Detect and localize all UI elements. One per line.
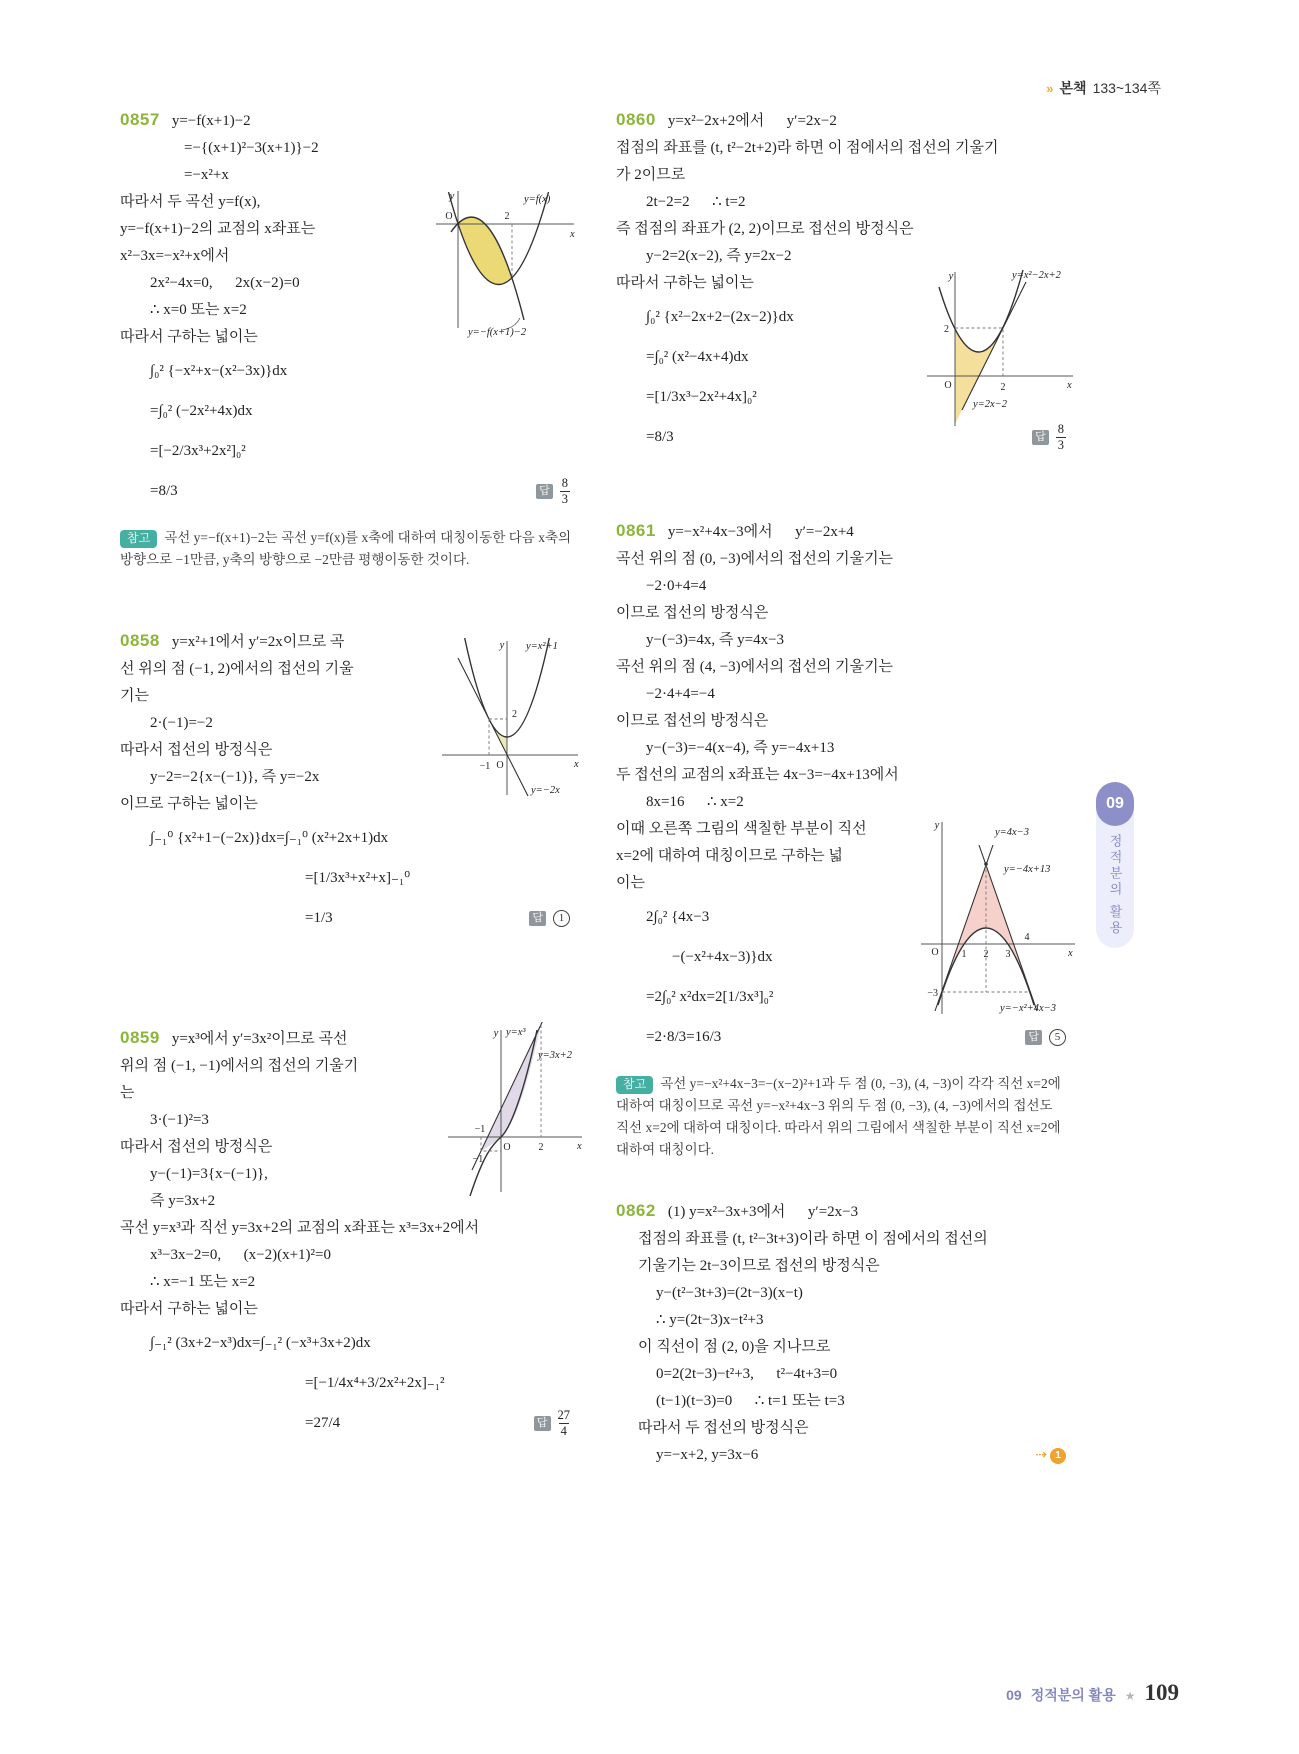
tick-2: 2 bbox=[538, 1142, 544, 1153]
y-axis-label: y bbox=[948, 271, 954, 282]
footer-chapter-number: 09 bbox=[1006, 1687, 1022, 1703]
solution-line: ∴ x=0 또는 x=2 bbox=[150, 302, 247, 318]
figure-0859-svg bbox=[436, 1022, 586, 1197]
answer bbox=[529, 910, 572, 927]
reference-note bbox=[616, 1073, 1068, 1161]
x-axis-label: x bbox=[1068, 948, 1073, 959]
solution-line: =∫₀² (−2x²+4x)dx bbox=[150, 403, 253, 419]
answer-badge: 답 bbox=[1025, 1030, 1042, 1045]
tick-ym3: −3 bbox=[927, 988, 938, 999]
solution-line: ∫₀² {−x²+x−(x²−3x)}dx bbox=[150, 363, 288, 379]
parabola bbox=[938, 928, 1034, 1005]
y-axis-label: y bbox=[934, 820, 940, 831]
problem-number: 0860 bbox=[616, 110, 656, 129]
solution-line: 두 접선의 교점의 x좌표는 4x−3=−4x+13에서 bbox=[616, 767, 899, 783]
curve-label: y=−x²+4x−3 bbox=[1000, 1003, 1056, 1014]
footer-chapter-title: 정적분의 활용 bbox=[1030, 1687, 1116, 1703]
solution-line: (t−1)(t−3)=0 ∴ t=1 또는 t=3 bbox=[656, 1393, 845, 1409]
tick-y2: 2 bbox=[944, 324, 949, 335]
tangent-line bbox=[458, 658, 528, 796]
solution-line: 따라서 두 접선의 방정식은 bbox=[638, 1420, 809, 1436]
solution-line: 이 직선이 점 (2, 0)을 지나므로 bbox=[638, 1339, 831, 1355]
solution-line: y=−x+2, y=3x−6 ⇢ 1 bbox=[616, 1442, 1068, 1469]
x-axis-label: x bbox=[1067, 380, 1072, 391]
tangent1-label: y=4x−3 bbox=[995, 827, 1029, 838]
solution-line: 선 위의 점 (−1, 2)에서의 접선의 기울 bbox=[120, 661, 354, 677]
chevrons-icon: » bbox=[1046, 81, 1054, 96]
problem-0861 bbox=[616, 517, 1073, 1161]
x-axis-label: x bbox=[570, 229, 575, 240]
solution-line: −(−x²+4x−3)}dx bbox=[672, 949, 773, 965]
parabola bbox=[939, 270, 1023, 352]
solution-line: =[1/3x³+x²+x]₋₁⁰ bbox=[305, 870, 411, 886]
tangent-line bbox=[962, 282, 1026, 410]
header-reference bbox=[1046, 78, 1161, 98]
solution-line: ∫₋₁⁰ {x²+1−(−2x)}dx=∫₋₁⁰ (x²+2x+1)dx bbox=[150, 830, 389, 846]
figure-0861-svg bbox=[907, 814, 1082, 1019]
header-ref-pages: 133~134쪽 bbox=[1092, 80, 1161, 96]
tick-xm1: −1 bbox=[474, 1124, 486, 1135]
problem-head bbox=[616, 106, 1068, 135]
solution-line: ∫₀² {x²−2x+2−(2x−2)}dx bbox=[646, 309, 794, 325]
figure-0860-svg bbox=[915, 266, 1080, 431]
continued-number: 1 bbox=[1050, 1448, 1066, 1464]
curve-label: y=f(x) bbox=[524, 194, 551, 205]
tick-y2: 2 bbox=[512, 709, 517, 720]
continued-marker bbox=[1035, 1442, 1068, 1469]
note-badge: 참고 bbox=[616, 1076, 653, 1094]
solution-line: x³−3x−2=0, (x−2)(x+1)²=0 bbox=[150, 1247, 331, 1263]
solution-line: y−(−1)=3{x−(−1)}, bbox=[150, 1166, 268, 1182]
solution-line: 따라서 두 곡선 y=f(x), bbox=[120, 194, 261, 210]
tangent2-label: y=−4x+13 bbox=[1004, 864, 1051, 875]
problem-head-line: y=x²−2x+2에서 y′=2x−2 bbox=[667, 113, 837, 129]
problem-number: 0858 bbox=[120, 631, 160, 650]
solution-line: 0=2(2t−3)−t²+3, t²−4t+3=0 bbox=[656, 1366, 838, 1382]
solution-line: =−{(x+1)²−3(x+1)}−2 bbox=[184, 140, 319, 156]
answer-badge: 답 bbox=[534, 1416, 551, 1431]
solution-line: 곡선 위의 점 (4, −3)에서의 접선의 기울기는 bbox=[616, 659, 894, 675]
solution-line: 2t−2=2 ∴ t=2 bbox=[646, 194, 746, 210]
page-number: 109 bbox=[1144, 1680, 1179, 1705]
tick-2: 2 bbox=[983, 949, 989, 960]
tick-4: 4 bbox=[1024, 932, 1030, 943]
problem-0862 bbox=[616, 1197, 1068, 1469]
solution-line: =8/3 답 $\frac{8}{3}$ bbox=[616, 417, 1068, 457]
problem-head-line: (1) y=x²−3x+3에서 y′=2x−3 bbox=[667, 1204, 859, 1220]
answer-fraction: $\frac{8}{3}$ bbox=[561, 476, 568, 506]
solution-lines bbox=[616, 1226, 1068, 1469]
solution-line: 는 bbox=[120, 1085, 135, 1101]
solution-line: 따라서 접선의 방정식은 bbox=[120, 1139, 273, 1155]
solution-line: 기울기는 2t−3이므로 접선의 방정식은 bbox=[638, 1258, 880, 1274]
chapter-side-tab bbox=[1096, 782, 1134, 948]
y-axis-label: y bbox=[493, 1028, 499, 1039]
y-axis-label: y bbox=[449, 191, 455, 202]
solution-line: 이므로 접선의 방정식은 bbox=[616, 713, 769, 729]
problem-head bbox=[616, 517, 1068, 546]
problem-number: 0857 bbox=[120, 110, 160, 129]
note-text: 곡선 y=−x²+4x−3=−(x−2)²+1과 두 점 (0, −3), (4, −3)이 각각 직선 x=2에 대하여 대칭이므로 곡선 y=−x²+4x−3 위의 두 점 (0, −3), (4, −3)에서의 접선도 직선 x=2에 대하여 대칭이다. 따라서 위의 그림에서 색칠한 부분이 직선 x=2에 대하여 대칭이다. bbox=[616, 1076, 1061, 1157]
answer-badge: 답 bbox=[1032, 430, 1049, 445]
figure-0858-svg bbox=[432, 635, 582, 800]
curve2-label: y=−f(x+1)−2 bbox=[468, 327, 527, 338]
solution-line: 2x²−4x=0, 2x(x−2)=0 bbox=[150, 275, 300, 291]
problem-head bbox=[616, 1197, 1068, 1226]
solution-line: 3·(−1)²=3 bbox=[150, 1112, 209, 1128]
solution-line: y−(−3)=−4(x−4), 즉 y=−4x+13 bbox=[646, 740, 835, 756]
solution-line: y=−f(x+1)−2의 교점의 x좌표는 bbox=[120, 221, 316, 237]
x-axis-label: x bbox=[574, 759, 579, 770]
x-axis-label: x bbox=[577, 1141, 582, 1152]
solution-line: 따라서 구하는 넓이는 bbox=[120, 329, 258, 345]
curve-label: y=x³ bbox=[506, 1027, 526, 1038]
solution-line: y−2=−2{x−(−1)}, 즉 y=−2x bbox=[150, 769, 320, 785]
solution-line: 기는 bbox=[120, 688, 149, 704]
figure-0857-svg bbox=[428, 186, 578, 338]
tick-3: 3 bbox=[1005, 949, 1011, 960]
figure-0860 bbox=[915, 266, 1080, 441]
solution-line: ∫₋₁² (3x+2−x³)dx=∫₋₁² (−x³+3x+2)dx bbox=[150, 1335, 371, 1351]
curve-label: y=x²+1 bbox=[526, 641, 558, 652]
tick-x2: 2 bbox=[1000, 382, 1006, 393]
shaded-region bbox=[458, 217, 512, 285]
origin-label: O bbox=[496, 760, 504, 771]
problem-head-line: y=x³에서 y′=3x²이므로 곡선 bbox=[171, 1031, 348, 1047]
answer-badge: 답 bbox=[529, 911, 546, 926]
solution-line: =[−1/4x⁴+3/2x²+2x]₋₁² bbox=[305, 1375, 445, 1391]
answer-choice-circle: 1 bbox=[553, 910, 570, 927]
solution-line: 따라서 구하는 넓이는 bbox=[616, 275, 754, 291]
solution-line: 곡선 위의 점 (0, −3)에서의 접선의 기울기는 bbox=[616, 551, 894, 567]
solution-line: =8/3 답 $\frac{8}{3}$ bbox=[120, 471, 572, 511]
origin-label: O bbox=[931, 947, 939, 958]
solution-line: x²−3x=−x²+x에서 bbox=[120, 248, 230, 264]
solution-line: 이므로 접선의 방정식은 bbox=[616, 605, 769, 621]
answer-choice-circle: 5 bbox=[1049, 1029, 1066, 1046]
solution-line: =∫₀² (x²−4x+4)dx bbox=[646, 349, 749, 365]
problem-0860 bbox=[616, 106, 1072, 457]
figure-0858 bbox=[432, 635, 582, 810]
answer-fraction: $\frac{8}{3}$ bbox=[1057, 422, 1064, 452]
left-column bbox=[120, 106, 582, 1443]
solution-line: 가 2이므로 bbox=[616, 167, 686, 183]
solution-line: =1/3 답 1 bbox=[120, 898, 572, 938]
note-text: 곡선 y=−f(x+1)−2는 곡선 y=f(x)를 x축에 대하여 대칭이동한 다음 x축의 방향으로 −1만큼, y축의 방향으로 −2만큼 평행이동한 것이다. bbox=[120, 530, 572, 567]
origin-label: O bbox=[503, 1142, 511, 1153]
side-tab-number: 09 bbox=[1096, 782, 1134, 826]
figure-0859 bbox=[436, 1022, 586, 1207]
right-column bbox=[616, 106, 1073, 1469]
star-icon: ★ bbox=[1124, 1689, 1136, 1703]
y-axis-label: y bbox=[499, 640, 505, 651]
answer bbox=[536, 476, 572, 506]
solution-line: ∴ x=−1 또는 x=2 bbox=[150, 1274, 256, 1290]
solution-line: 이므로 구하는 넓이는 bbox=[120, 796, 258, 812]
curve-label: y=x²−2x+2 bbox=[1012, 270, 1061, 281]
solution-line: =[−2/3x³+2x²]₀² bbox=[150, 443, 246, 459]
solution-line: 접점의 좌표를 (t, t²−3t+3)이라 하면 이 점에서의 접선의 bbox=[638, 1231, 988, 1247]
solution-line: y−(t²−3t+3)=(2t−3)(x−t) bbox=[656, 1285, 803, 1301]
solution-line: 즉 접점의 좌표가 (2, 2)이므로 접선의 방정식은 bbox=[616, 221, 914, 237]
problem-head bbox=[120, 106, 572, 135]
solution-line: 이때 오른쪽 그림의 색칠한 부분이 직선 bbox=[616, 821, 867, 837]
origin-label: O bbox=[445, 211, 453, 222]
solution-line: 접점의 좌표를 (t, t²−2t+2)라 하면 이 점에서의 접선의 기울기 bbox=[616, 140, 999, 156]
figure-0857 bbox=[428, 186, 578, 348]
problem-head-line: y=x²+1에서 y′=2x이므로 곡 bbox=[171, 634, 345, 650]
solution-line: ∴ y=(2t−3)x−t²+3 bbox=[656, 1312, 764, 1328]
solution-line: =2∫₀² x²dx=2[1/3x³]₀² bbox=[646, 989, 774, 1005]
line-label: y=2x−2 bbox=[973, 399, 1007, 410]
problem-head-line: y=−f(x+1)−2 bbox=[171, 113, 251, 129]
solution-line: 따라서 구하는 넓이는 bbox=[120, 1301, 258, 1317]
solution-line: 2∫₀² {4x−3 bbox=[646, 909, 710, 925]
continued-arrow-icon: ⇢ bbox=[1035, 1448, 1046, 1463]
problem-head-line: y=−x²+4x−3에서 y′=−2x+4 bbox=[667, 524, 854, 540]
page-footer bbox=[1006, 1680, 1179, 1706]
solution-line: =27/4 답 $\frac{27}{4}$ bbox=[305, 1408, 570, 1438]
problem-number: 0859 bbox=[120, 1028, 160, 1047]
answer bbox=[1025, 1029, 1068, 1046]
line-label: y=−2x bbox=[531, 785, 560, 796]
solution-line: 2·(−1)=−2 bbox=[150, 715, 213, 731]
solution-line: 따라서 접선의 방정식은 bbox=[120, 742, 273, 758]
answer-fraction: $\frac{27}{4}$ bbox=[557, 1408, 570, 1438]
problem-0859 bbox=[120, 1024, 582, 1443]
solution-line: =−x²+x bbox=[184, 167, 229, 183]
problem-number: 0862 bbox=[616, 1201, 656, 1220]
solution-line: 8x=16 ∴ x=2 bbox=[646, 794, 744, 810]
origin-label: O bbox=[944, 380, 952, 391]
solution-line: =[1/3x³−2x²+4x]₀² bbox=[646, 389, 757, 405]
solution-line: y−(−3)=4x, 즉 y=4x−3 bbox=[646, 632, 785, 648]
reference-note bbox=[120, 527, 572, 571]
tick-ym1: −1 bbox=[472, 1154, 484, 1165]
figure-0861 bbox=[907, 814, 1082, 1029]
solution-line: 이는 bbox=[616, 875, 645, 891]
tick-2: 2 bbox=[504, 211, 510, 222]
solution-line: −2·4+4=−4 bbox=[646, 686, 715, 702]
solution-line: 위의 점 (−1, −1)에서의 접선의 기울기 bbox=[120, 1058, 359, 1074]
answer bbox=[534, 1408, 572, 1438]
solution-line: −2·0+4=4 bbox=[646, 578, 707, 594]
problem-0857 bbox=[120, 106, 575, 571]
tick-1: 1 bbox=[961, 949, 967, 960]
intersection-point bbox=[984, 862, 988, 866]
note-badge: 참고 bbox=[120, 530, 157, 548]
solution-line: 곡선 y=x³과 직선 y=3x+2의 교점의 x좌표는 x³=3x+2에서 bbox=[120, 1220, 480, 1236]
line-label: y=3x+2 bbox=[538, 1050, 572, 1061]
solution-line: 즉 y=3x+2 bbox=[150, 1193, 216, 1209]
problem-number: 0861 bbox=[616, 521, 656, 540]
side-tab-label: 정적분의 활용 bbox=[1107, 834, 1123, 937]
solution-line: =2·8/3=16/3 답 5 bbox=[616, 1017, 1068, 1057]
answer-badge: 답 bbox=[536, 484, 553, 499]
tick-xm1: −1 bbox=[479, 761, 491, 772]
solution-line: y−2=2(x−2), 즉 y=2x−2 bbox=[646, 248, 792, 264]
problem-0858 bbox=[120, 627, 579, 938]
header-ref-label: 본책 bbox=[1059, 80, 1087, 96]
solution-line: x=2에 대하여 대칭이므로 구하는 넓 bbox=[616, 848, 843, 864]
